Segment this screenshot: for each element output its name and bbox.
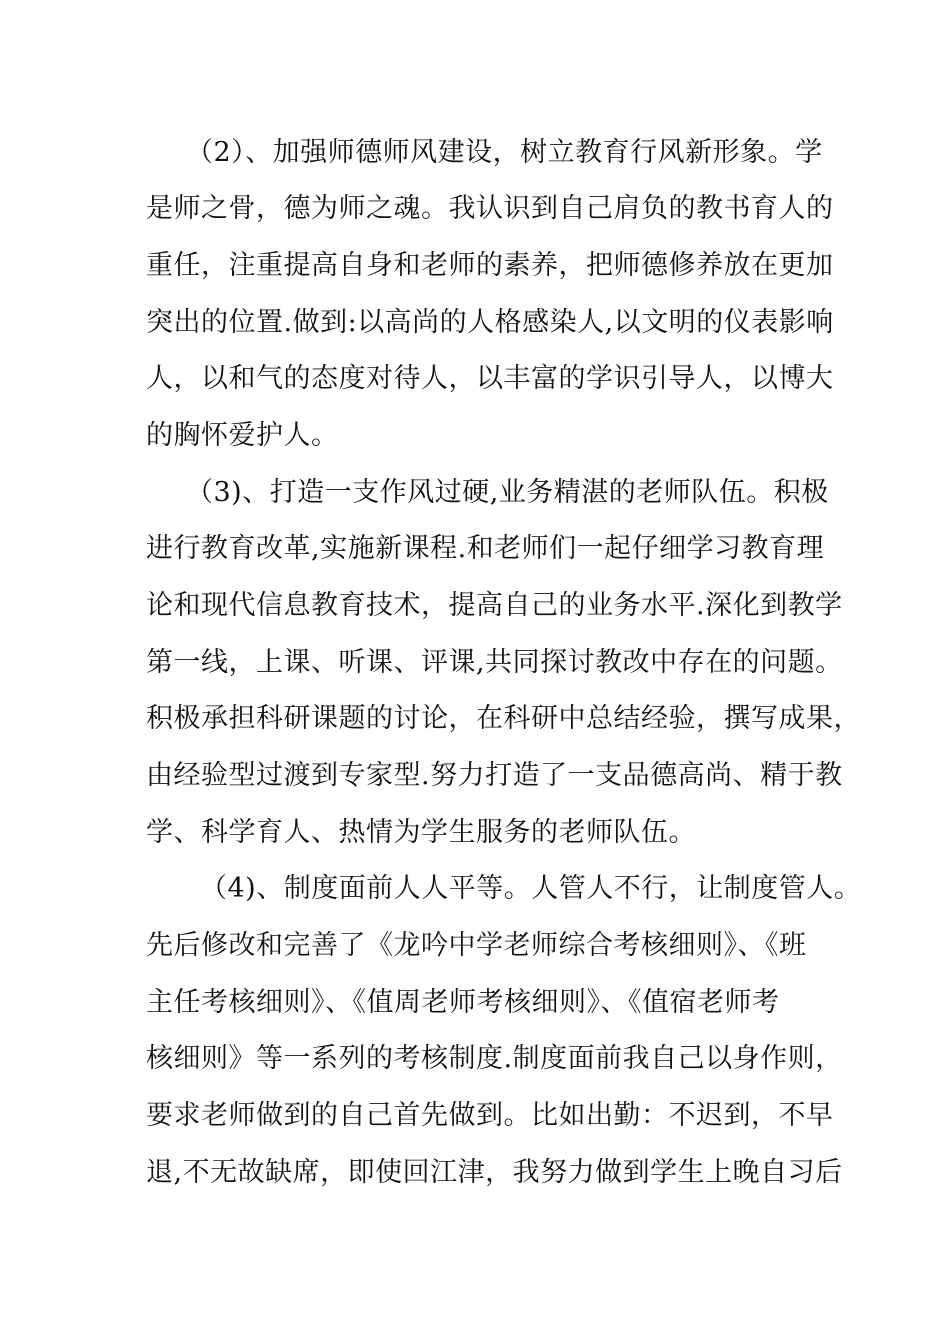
text-line-15: 先后修改和完善了《龙吟中学老师综合考核细则》、《班 [146,930,807,961]
text-line-12: 由经验型过渡到专家型.努力打造了一支品德高尚、精于教 [146,760,843,791]
text-line-6: 的胸怀爱护人。 [146,420,339,451]
text-line-4: 突出的位置.做到:以高尚的人格感染人,以文明的仪表影响 [146,307,834,338]
text-line-14: （4)、制度面前人人平等。人管人不行，让制度管人。 [200,873,862,904]
text-line-17: 核细则》等一系列的考核制度.制度面前我自己以身作则， [146,1043,843,1074]
text-line-19: 退,不无故缺席，即使回江津，我努力做到学生上晚自习后 [146,1157,843,1188]
text-line-13: 学、科学育人、热情为学生服务的老师队伍。 [146,817,696,848]
text-line-18: 要求老师做到的自己首先做到。比如出勤：不迟到，不早 [146,1100,834,1131]
text-line-3: 重任，注重提高自身和老师的素养，把师德修养放在更加 [146,250,834,281]
text-line-11: 积极承担科研课题的讨论，在科研中总结经验，撰写成果， [146,703,861,734]
text-line-2: 是师之骨，德为师之魂。我认识到自己肩负的教书育人的 [146,193,834,224]
text-line-5: 人，以和气的态度对待人，以丰富的学识引导人，以博大 [146,363,834,394]
text-line-16: 主任考核细则》、《值周老师考核细则》、《值宿老师考 [146,987,780,1018]
text-line-10: 第一线，上课、听课、评课,共同探讨教改中存在的问题。 [146,647,843,678]
text-line-8: 进行教育改革,实施新课程.和老师们一起仔细学习教育理 [146,533,825,564]
text-line-7: （3)、打造一支作风过硬,业务精湛的老师队伍。积极 [186,477,829,508]
text-line-9: 论和现代信息教育技术，提高自己的业务水平.深化到教学 [146,590,843,621]
text-line-1: （2）、加强师德师风建设，树立教育行风新形象。学 [186,137,823,168]
